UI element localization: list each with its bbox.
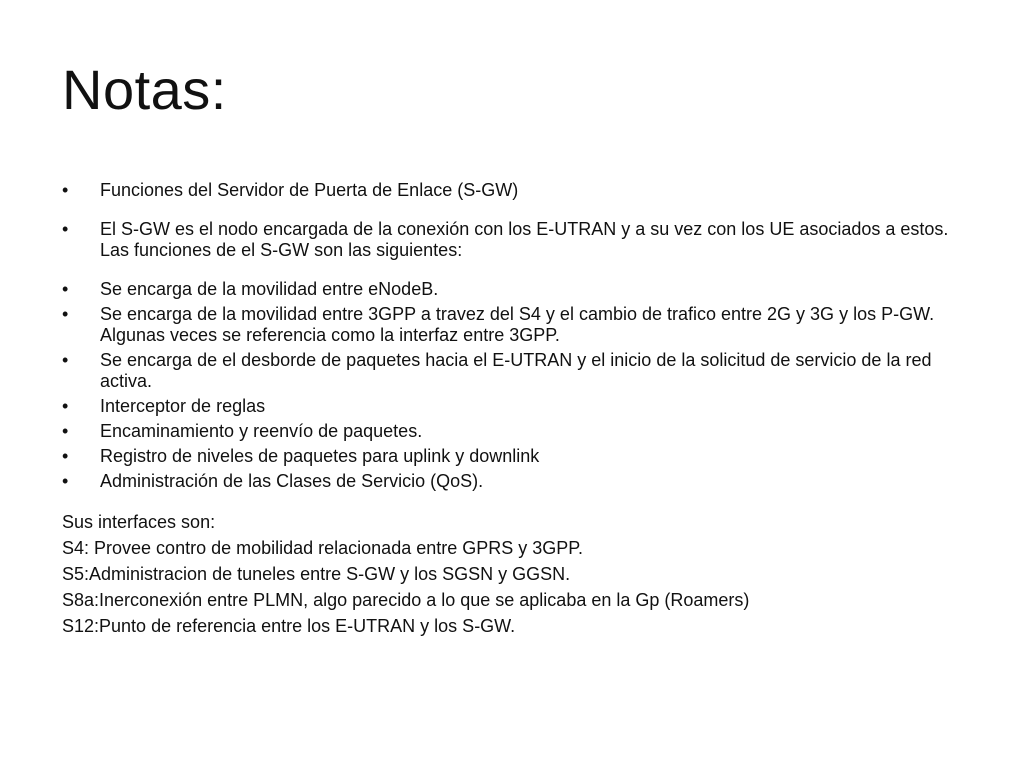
bullet-text: Se encarga de la movilidad entre 3GPP a travez del S4 y el cambio de trafico entre 2G y 3G y los P-GW. Algunas veces se referencia como la interfaz entre 3GPP.: [100, 304, 935, 345]
bullet-item: [62, 350, 962, 392]
slide-title: Notas:: [62, 58, 227, 121]
bullet-icon: •: [62, 471, 69, 491]
bullet-icon: •: [62, 446, 69, 466]
bullet-icon: •: [62, 350, 69, 370]
bullet-item: [62, 446, 962, 467]
bullet-item: [62, 421, 962, 442]
bullet-text: Interceptor de reglas: [100, 396, 266, 416]
bullet-icon: •: [62, 396, 69, 416]
bullet-item: [62, 396, 962, 417]
bullet-icon: •: [62, 421, 69, 441]
bullet-icon: •: [62, 180, 69, 200]
bullet-text: Funciones del Servidor de Puerta de Enlace (S-GW): [100, 180, 519, 200]
bullet-list: [62, 180, 962, 492]
bullet-text: Administración de las Clases de Servicio (QoS).: [100, 471, 484, 491]
interface-s4: S4: Provee contro de mobilidad relacionada entre GPRS y 3GPP.: [62, 538, 583, 558]
bullet-item: [62, 279, 962, 300]
bullet-icon: •: [62, 304, 69, 324]
interface-s5: S5:Administracion de tuneles entre S-GW y los SGSN y GGSN.: [62, 564, 571, 584]
interface-s12: S12:Punto de referencia entre los E-UTRAN y los S-GW.: [62, 616, 516, 636]
bullet-item: [62, 180, 962, 201]
bullet-text: Registro de niveles de paquetes para uplink y downlink: [100, 446, 540, 466]
bullet-text: Se encarga de el desborde de paquetes hacia el E-UTRAN y el inicio de la solicitud de servicio de la red activa.: [100, 350, 932, 391]
slide-content: [62, 180, 962, 642]
bullet-text: Se encarga de la movilidad entre eNodeB.: [100, 279, 439, 299]
interfaces-heading: Sus interfaces son:: [62, 512, 216, 532]
bullet-icon: •: [62, 279, 69, 299]
bullet-text: El S-GW es el nodo encargada de la conexión con los E-UTRAN y a su vez con los UE asociados a estos. Las funciones de el S-GW son las siguientes:: [100, 219, 949, 260]
interface-s8a: S8a:Inerconexión entre PLMN, algo parecido a lo que se aplicaba en la Gp (Roamers): [62, 590, 750, 610]
bullet-item: [62, 471, 962, 492]
interfaces-section: [62, 512, 962, 637]
bullet-icon: •: [62, 219, 69, 239]
bullet-item: [62, 219, 962, 261]
bullet-text: Encaminamiento y reenvío de paquetes.: [100, 421, 423, 441]
bullet-item: [62, 304, 962, 346]
